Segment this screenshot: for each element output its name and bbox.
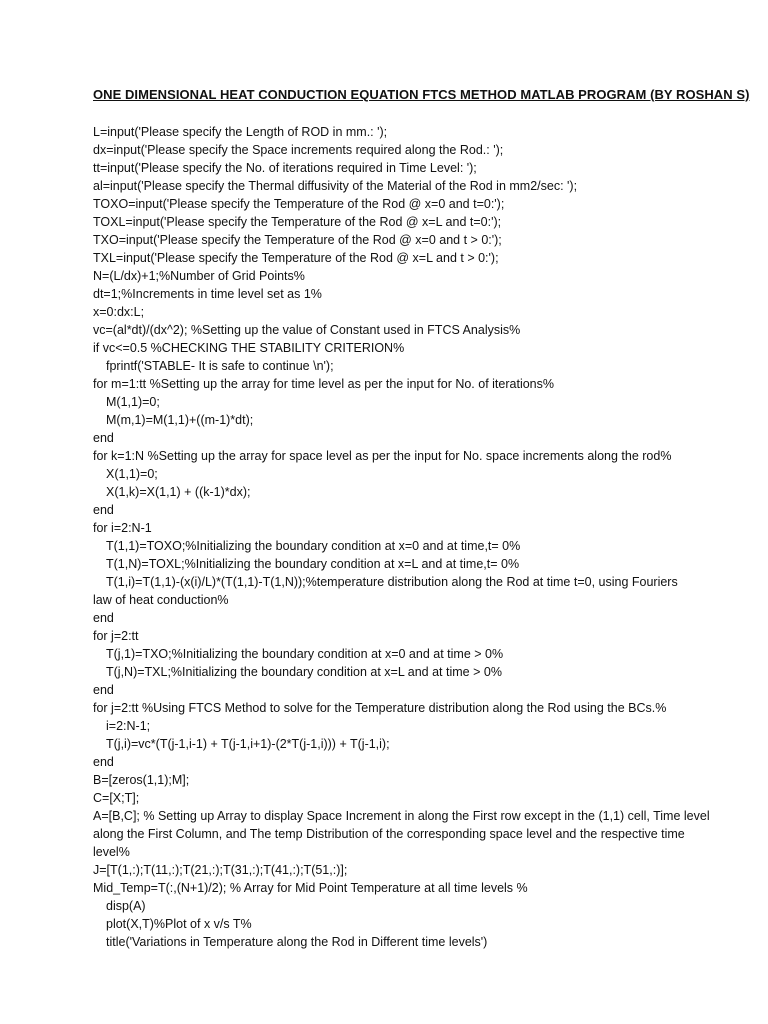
code-line: TOXL=input('Please specify the Temperature of the Rod @ x=L and t=0:'); [93, 215, 502, 229]
code-line: T(j,i)=vc*(T(j-1,i-1) + T(j-1,i+1)-(2*T(j-1,i))) + T(j-1,i); [106, 737, 390, 751]
code-line: A=[B,C]; % Setting up Array to display Space Increment in along the First row except in the (1,1) cell, Time level along the First Column, and The temp Distribution of the corresponding space level and the respective time level% [93, 809, 710, 859]
code-line: end [93, 431, 114, 445]
code-line: N=(L/dx)+1;%Number of Grid Points% [93, 269, 305, 283]
code-line: i=2:N-1; [106, 719, 151, 733]
code-block [93, 123, 718, 951]
code-line: law of heat conduction% [93, 593, 229, 607]
code-line: disp(A) [106, 899, 146, 913]
code-line: vc=(al*dt)/(dx^2); %Setting up the value of Constant used in FTCS Analysis% [93, 323, 521, 337]
code-line: T(j,N)=TXL;%Initializing the boundary condition at x=L and at time > 0% [106, 665, 502, 679]
code-line: for i=2:N-1 [93, 521, 152, 535]
code-line: x=0:dx:L; [93, 305, 145, 319]
code-line: TXO=input('Please specify the Temperature of the Rod @ x=0 and t > 0:'); [93, 233, 502, 247]
code-line: T(1,1)=TOXO;%Initializing the boundary condition at x=0 and at time,t= 0% [106, 539, 521, 553]
code-line: end [93, 503, 114, 517]
code-line: X(1,1)=0; [106, 467, 158, 481]
code-line: L=input('Please specify the Length of ROD in mm.: '); [93, 125, 388, 139]
code-line: M(m,1)=M(1,1)+((m-1)*dt); [106, 413, 254, 427]
code-line: T(1,N)=TOXL;%Initializing the boundary condition at x=L and at time,t= 0% [106, 557, 520, 571]
code-line: T(1,i)=T(1,1)-(x(i)/L)*(T(1,1)-T(1,N));%temperature distribution along the Rod at time t=0, using Fouriers [106, 575, 678, 589]
code-line: end [93, 755, 114, 769]
code-line: dt=1;%Increments in time level set as 1% [93, 287, 322, 301]
document-title: ONE DIMENSIONAL HEAT CONDUCTION EQUATION FTCS METHOD MATLAB PROGRAM (BY ROSHAN S) [93, 87, 750, 102]
code-line: end [93, 683, 114, 697]
code-line: M(1,1)=0; [106, 395, 160, 409]
code-line: C=[X;T]; [93, 791, 140, 805]
code-line: al=input('Please specify the Thermal diffusivity of the Material of the Rod in mm2/sec: '); [93, 179, 578, 193]
code-line: B=[zeros(1,1);M]; [93, 773, 190, 787]
code-line: X(1,k)=X(1,1) + ((k-1)*dx); [106, 485, 251, 499]
code-line: for j=2:tt [93, 629, 139, 643]
code-line: plot(X,T)%Plot of x v/s T% [106, 917, 252, 931]
code-line: fprintf('STABLE- It is safe to continue \n'); [106, 359, 334, 373]
code-line: for k=1:N %Setting up the array for space level as per the input for No. space increments along the rod% [93, 449, 672, 463]
code-line: dx=input('Please specify the Space increments required along the Rod.: '); [93, 143, 504, 157]
code-line: for j=2:tt %Using FTCS Method to solve for the Temperature distribution along the Rod using the BCs.% [93, 701, 667, 715]
code-line: if vc<=0.5 %CHECKING THE STABILITY CRITERION% [93, 341, 405, 355]
code-line: Mid_Temp=T(:,(N+1)/2); % Array for Mid Point Temperature at all time levels % [93, 881, 528, 895]
code-line: title('Variations in Temperature along the Rod in Different time levels') [106, 935, 488, 949]
code-line: TOXO=input('Please specify the Temperature of the Rod @ x=0 and t=0:'); [93, 197, 505, 211]
code-line: TXL=input('Please specify the Temperature of the Rod @ x=L and t > 0:'); [93, 251, 499, 265]
code-line: T(j,1)=TXO;%Initializing the boundary condition at x=0 and at time > 0% [106, 647, 504, 661]
code-line: tt=input('Please specify the No. of iterations required in Time Level: '); [93, 161, 477, 175]
code-line: J=[T(1,:);T(11,:);T(21,:);T(31,:);T(41,:);T(51,:)]; [93, 863, 348, 877]
code-line: end [93, 611, 114, 625]
code-line: for m=1:tt %Setting up the array for time level as per the input for No. of iterations% [93, 377, 554, 391]
